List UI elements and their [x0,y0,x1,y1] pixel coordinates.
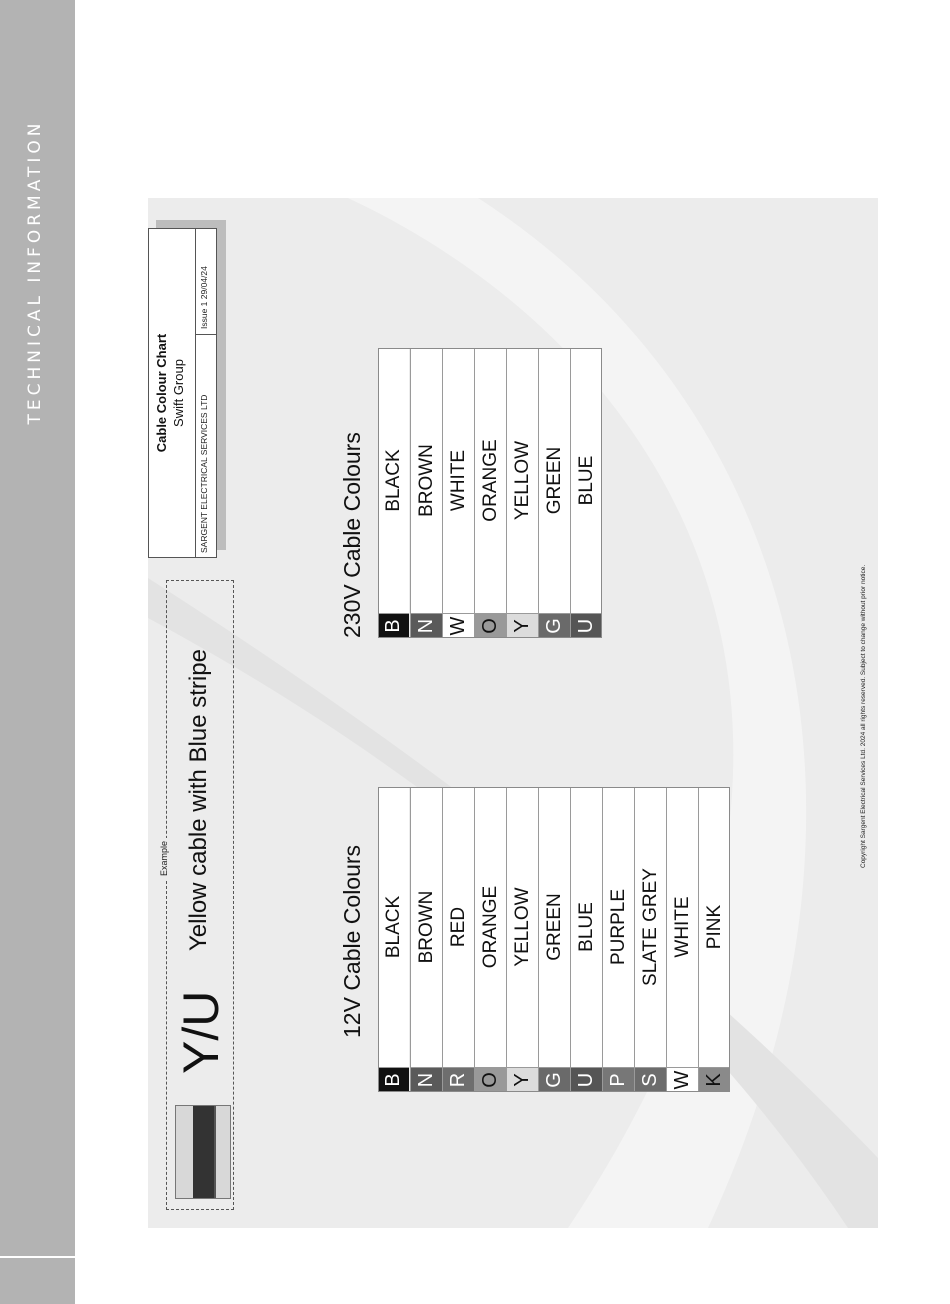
cable-colour-name: PURPLE [603,787,634,1068]
title-block-divider [195,229,196,557]
sidebar [0,0,75,1304]
cable-colour-name: ORANGE [475,787,506,1068]
cable-code: N [411,1068,442,1092]
cable-colour-name: RED [443,787,474,1068]
cable-colour-name: GREEN [539,787,570,1068]
cable-row [666,787,698,1092]
cable-row [506,787,538,1092]
cable-colour-sheet [148,198,878,1228]
cable-colour-name: BLACK [378,348,409,614]
cable-stripe [193,1106,214,1198]
cable-colour-name: ORANGE [475,348,506,614]
cable-code: S [635,1068,666,1092]
table-230v-title: 230V Cable Colours [339,432,365,638]
cable-row [506,348,538,638]
cable-code: U [571,1068,602,1092]
example-code: Y/U [173,990,229,1074]
cable-code: O [475,1068,506,1092]
cable-colour-name: YELLOW [507,787,538,1068]
example-box [159,580,234,1210]
cable-row [602,787,634,1092]
cable-row [538,348,570,638]
example-legend: Example [159,838,169,879]
cable-row [474,787,506,1092]
cable-colour-name: WHITE [443,348,474,614]
cable-colour-name: YELLOW [507,348,538,614]
cable-stripe-shade [214,1106,216,1198]
cable-row [570,787,602,1092]
cable-row [378,787,410,1092]
chart-title: Cable Colour Chart [154,333,169,453]
cable-colour-name: BROWN [411,787,442,1068]
cable-code: U [571,614,602,638]
title-block [148,228,217,558]
cable-code: W [667,1068,698,1092]
cable-code: B [378,614,409,638]
cable-row [442,348,474,638]
cable-code: G [539,1068,570,1092]
cable-colour-name: PINK [699,787,730,1068]
cable-code: P [603,1068,634,1092]
cable-row [634,787,666,1092]
cable-row [570,348,602,638]
chart-subtitle: Swift Group [171,359,186,427]
cable-swatch [175,1105,231,1199]
cable-row [410,348,442,638]
issue-date: Issue 1 29/04/24 [199,266,209,329]
cable-code: B [378,1068,409,1092]
title-block-separator [195,334,217,335]
cable-colour-name: SLATE GREY [635,787,666,1068]
cable-colour-name: BROWN [411,348,442,614]
table-12v-title: 12V Cable Colours [339,844,365,1038]
cable-colour-name: WHITE [667,787,698,1068]
sidebar-label: TECHNICAL INFORMATION [25,119,45,425]
cable-colour-name: BLUE [571,787,602,1068]
cable-code: Y [507,614,538,638]
cable-code: O [475,614,506,638]
cable-code: W [443,614,474,638]
table-12v [378,787,730,1092]
cable-code: N [411,614,442,638]
cable-row [410,787,442,1092]
cable-code: Y [507,1068,538,1092]
cable-code: G [539,614,570,638]
cable-row [442,787,474,1092]
cable-row [378,348,410,638]
cable-colour-name: BLACK [378,787,409,1068]
cable-colour-name: GREEN [539,348,570,614]
cable-code: K [699,1068,730,1092]
copyright-notice: Copyright Sargent Electrical Services Ltd. 2024 all rights reserved. Subject to change without prior notice. [860,564,867,868]
example-description: Yellow cable with Blue stripe [185,649,212,951]
cable-row [698,787,730,1092]
company-name: SARGENT ELECTRICAL SERVICES LTD [199,394,209,553]
cable-colour-name: BLUE [571,348,602,614]
cable-code: R [443,1068,474,1092]
cable-row [474,348,506,638]
sidebar-divider [0,1256,75,1258]
table-230v [378,348,602,638]
cable-row [538,787,570,1092]
